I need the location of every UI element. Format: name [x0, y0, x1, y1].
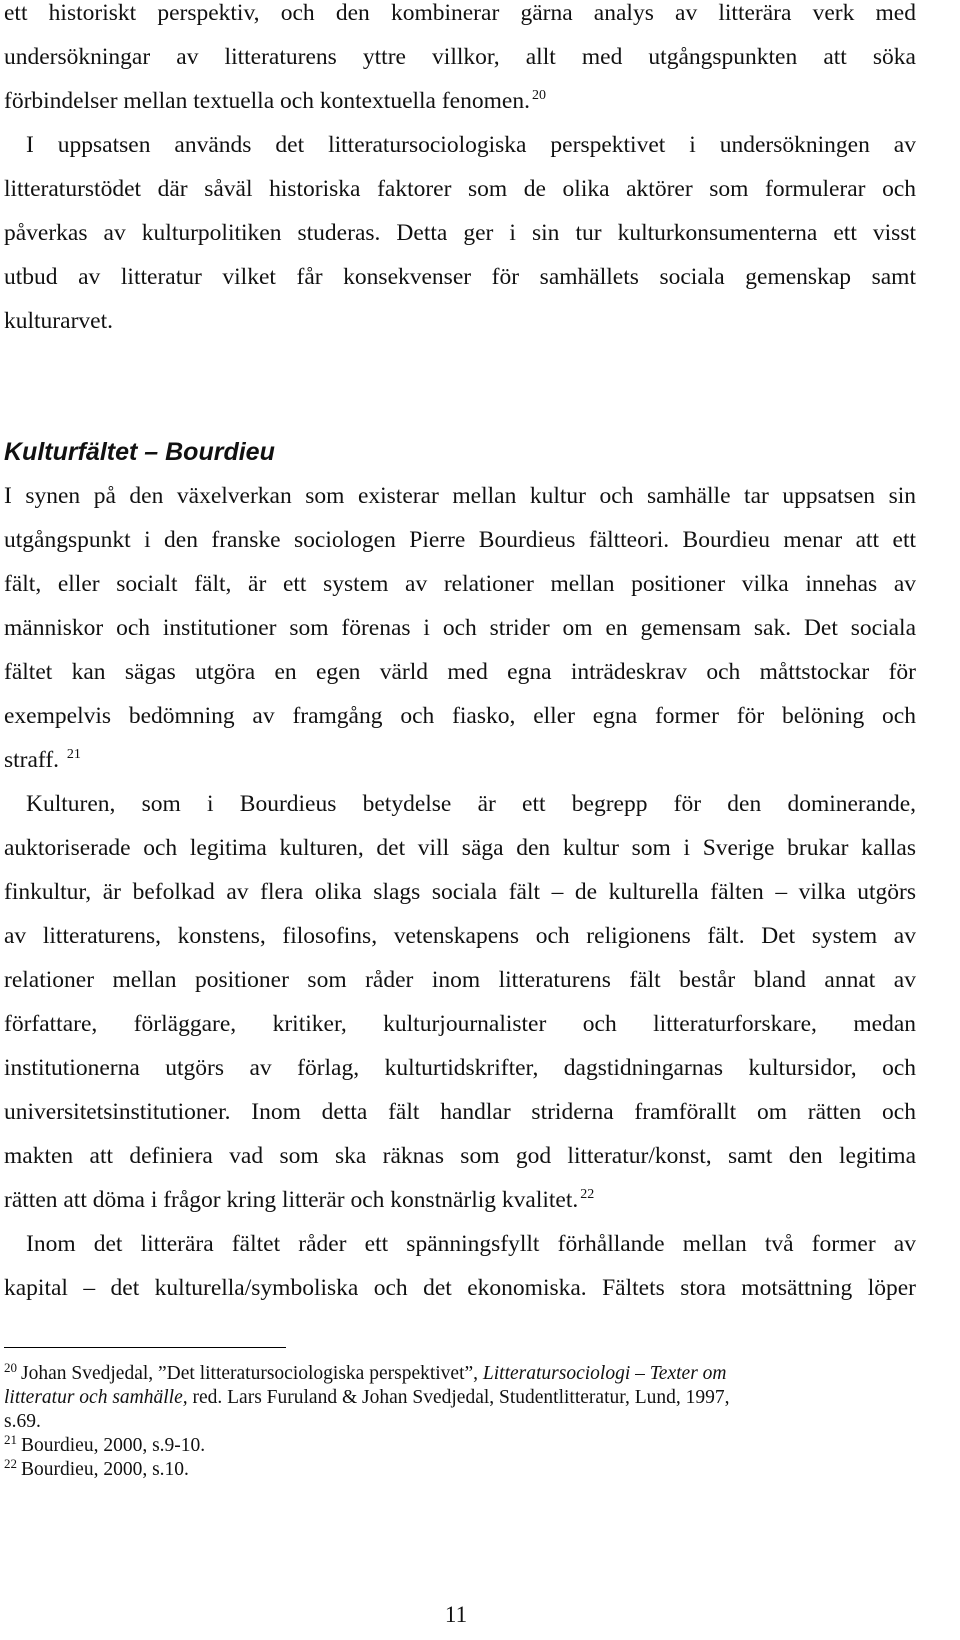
- section-line-17: [4, 1185, 916, 1215]
- section-line-2: utgångspunkt i den franske sociologen Pierre Bourdieus fältteori. Bourdieu menar att ett: [4, 527, 916, 553]
- body-line-6: påverkas av kulturpolitiken studeras. Detta ger i sin tur kulturkonsumenterna ett visst: [4, 220, 916, 246]
- footnote-ref-22: 22: [580, 1187, 595, 1203]
- section-heading: Kulturfältet – Bourdieu: [4, 438, 275, 466]
- section-line-8: Kulturen, som i Bourdieus betydelse är ett begrepp för den dominerande,: [26, 791, 916, 817]
- footnote-20-title-part1: Litteratursociologi – Texter om: [482, 1363, 727, 1384]
- footnote-20-line-2: [4, 1386, 916, 1410]
- body-line-4: I uppsatsen används det litteratursociologiska perspektivet i undersökningen av: [26, 132, 916, 158]
- section-line-6: exempelvis bedömning av framgång och fiasko, eller egna former för belöning och: [4, 703, 916, 729]
- body-line-3: [4, 86, 916, 116]
- section-line-12: relationer mellan positioner som råder inom litteraturens fält består bland annat av: [4, 967, 916, 993]
- footnote-21-number: 21: [4, 1431, 17, 1447]
- footnote-22: [4, 1455, 916, 1482]
- section-line-16: makten att definiera vad som ska räknas som god litteratur/konst, samt den legitima: [4, 1143, 916, 1169]
- footnote-20-title-part2: litteratur och samhälle,: [4, 1387, 188, 1408]
- footnote-22-text: Bourdieu, 2000, s.10.: [21, 1459, 189, 1480]
- body-line-7: utbud av litteratur vilket får konsekvenser för samhällets sociala gemenskap samt: [4, 264, 916, 290]
- footnote-22-number: 22: [4, 1455, 17, 1471]
- section-line-15: universitetsinstitutioner. Inom detta fält handlar striderna framförallt om rätten och: [4, 1099, 916, 1125]
- body-line-3-text: förbindelser mellan textuella och kontextuella fenomen.: [4, 88, 530, 114]
- section-line-19: kapital – det kulturella/symboliska och det ekonomiska. Fältets stora motsättning löper: [4, 1275, 916, 1301]
- section-line-3: fält, eller socialt fält, är ett system av relationer mellan positioner vilka innehas av: [4, 571, 916, 597]
- section-line-9: auktoriserade och legitima kulturen, det vill säga den kultur som i Sverige brukar kallas: [4, 835, 916, 861]
- footnote-20-number: 20: [4, 1359, 17, 1375]
- footnote-21-text: Bourdieu, 2000, s.9-10.: [21, 1435, 206, 1456]
- section-line-4: människor och institutioner som förenas i och strider om en gemensam sak. Det sociala: [4, 615, 916, 641]
- section-line-18: Inom det litterära fältet råder ett spänningsfyllt förhållande mellan två former av: [26, 1231, 916, 1257]
- footnote-ref-21: 21: [66, 747, 81, 763]
- footnote-20-line-1: [4, 1359, 916, 1386]
- section-line-14: institutionerna utgörs av förlag, kulturtidskrifter, dagstidningarnas kultursidor, och: [4, 1055, 916, 1081]
- footnote-separator: [4, 1347, 286, 1348]
- section-line-10: finkultur, är befolkad av flera olika slags sociala fält – de kulturella fälten – vilka utgörs: [4, 879, 916, 905]
- section-line-7-text: straff.: [4, 747, 60, 773]
- footnote-21: [4, 1431, 916, 1458]
- footnote-20-line-3: s.69.: [4, 1411, 41, 1432]
- page-number: 11: [444, 1602, 468, 1627]
- footnote-ref-20: 20: [531, 88, 546, 104]
- section-line-1: I synen på den växelverkan som existerar mellan kultur och samhälle tar uppsatsen sin: [4, 483, 916, 509]
- body-line-1: ett historiskt perspektiv, och den kombinerar gärna analys av litterära verk med: [4, 0, 916, 26]
- section-line-11: av litteraturens, konstens, filosofins, vetenskapens och religionens fält. Det system av: [4, 923, 916, 949]
- body-line-8: kulturarvet.: [4, 308, 113, 334]
- section-line-13: författare, förläggare, kritiker, kulturjournalister och litteraturforskare, medan: [4, 1011, 916, 1037]
- body-line-2: undersökningar av litteraturens yttre villkor, allt med utgångspunkten att söka: [4, 44, 916, 70]
- footnote-20-text-b: red. Lars Furuland & Johan Svedjedal, Studentlitteratur, Lund, 1997,: [192, 1387, 730, 1408]
- section-line-5: fältet kan sägas utgöra en egen värld med egna inträdeskrav och måttstockar för: [4, 659, 916, 685]
- body-line-5: litteraturstödet där såväl historiska faktorer som de olika aktörer som formulerar och: [4, 176, 916, 202]
- section-line-7: [4, 745, 916, 775]
- section-line-17-text: rätten att döma i frågor kring litterär och konstnärlig kvalitet.: [4, 1187, 579, 1213]
- footnote-20-text-a: Johan Svedjedal, ”Det litteratursociologiska perspektivet”,: [21, 1363, 479, 1384]
